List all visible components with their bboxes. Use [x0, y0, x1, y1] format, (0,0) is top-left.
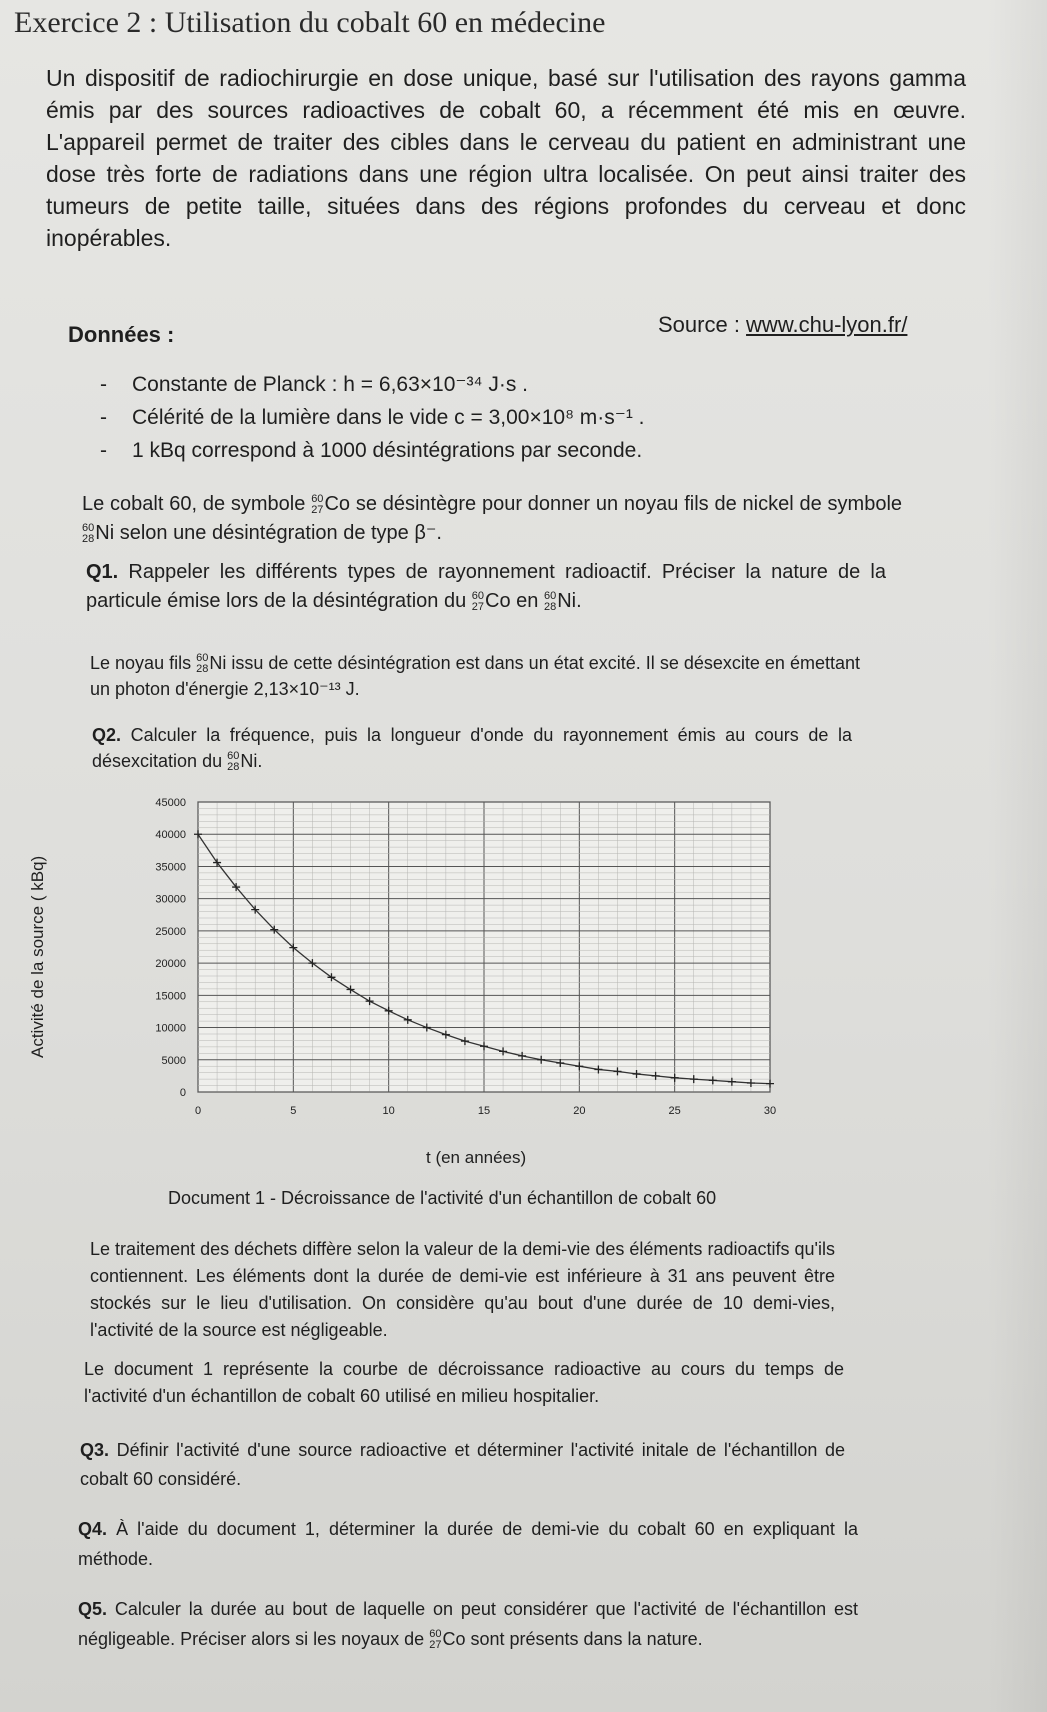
q3-text: Définir l'activité d'une source radioactive et déterminer l'activité initale de l'échantillon de cobalt 60 considéré. — [80, 1440, 845, 1489]
fils-text-b: Ni issu de cette désintégration est dans un état excité. Il se désexcite en émettant un photon d'énergie 2,13×10⁻¹³ J. — [90, 653, 860, 699]
fils-paragraph — [90, 650, 860, 702]
q4-text: À l'aide du document 1, déterminer la durée de demi-vie du cobalt 60 en expliquant la méthode. — [78, 1519, 858, 1569]
q2-label: Q2. — [92, 725, 122, 745]
q1 — [86, 558, 886, 616]
data-list — [100, 368, 645, 467]
x-tick-label: 0 — [194, 1105, 202, 1117]
document1-paragraph: Le document 1 représente la courbe de décroissance radioactive au cours du temps de l'activité d'un échantillon de cobalt 60 utilisé en milieu hospitalier. — [84, 1359, 844, 1406]
q3-label: Q3. — [80, 1440, 110, 1460]
x-tick-label: 15 — [477, 1105, 491, 1117]
source-line — [658, 312, 907, 338]
co60-symbol: 60 27 — [471, 589, 485, 613]
y-tick-label: 45000 — [155, 797, 186, 809]
cobalt-paragraph — [82, 490, 902, 548]
ni60-symbol: 60 28 — [196, 652, 209, 676]
y-tick-label: 40000 — [155, 829, 186, 842]
x-tick-label: 5 — [290, 1105, 297, 1117]
co60-symbol: 60 27 — [429, 1628, 442, 1652]
y-tick-label: 30000 — [155, 893, 186, 906]
x-tick-label: 30 — [763, 1105, 777, 1117]
q5 — [78, 1594, 858, 1654]
co60-symbol: 60 27 — [311, 492, 324, 516]
data-item-celerite: - Célérité de la lumière dans le vide c = 3,00×10⁸ m·s⁻¹ . — [100, 401, 645, 434]
q1-end: Ni. — [557, 590, 582, 612]
traitement-paragraph: Le traitement des déchets diffère selon la valeur de la demi-vie des éléments radioactifs qu'ils contiennent. Les éléments dont la durée de demi-vie est inférieure à 31 ans peuvent être stockés sur le lieu d'utilisation. On considère qu'au bout d'une durée de 10 demi-vies, l'activité de la source est négligeable. — [90, 1239, 835, 1340]
q5-text: Calculer la durée au bout de laquelle on peut considérer que l'activité de l'échantillon est négligeable. Préciser alors si les noyaux de — [78, 1599, 858, 1649]
q1-mid: Co en — [485, 590, 544, 612]
cobalt-text-c: Ni selon une désintégration de type β⁻. — [95, 522, 442, 544]
q1-text: Rappeler les différents types de rayonnement radioactif. Préciser la nature de la particule émise lors de la désintégration du — [86, 561, 886, 612]
y-tick-label: 10000 — [155, 1022, 186, 1035]
y-tick-label: 15000 — [155, 990, 186, 1003]
y-tick-label: 0 — [179, 1087, 186, 1099]
x-tick-label: 25 — [668, 1105, 681, 1117]
y-tick-label: 25000 — [155, 925, 186, 938]
intro-paragraph: Un dispositif de radiochirurgie en dose unique, basé sur l'utilisation des rayons gamma émis par des sources radioactives de cobalt 60, a récemment été mis en œuvre. L'appareil permet de traiter des cibles dans le cerveau du patient en administrant une dose très forte de radiations dans une région ultra localisée. On peut ainsi traiter des tumeurs de petite taille, situées dans des régions profondes du cerveau et donc inopérables. — [46, 65, 966, 251]
q1-label: Q1. — [86, 561, 119, 583]
q2-end: Ni. — [240, 751, 263, 771]
q5-end: Co sont présents dans la nature. — [442, 1629, 703, 1649]
ni60-symbol: 60 28 — [543, 589, 557, 613]
q2 — [92, 722, 852, 774]
q3 — [80, 1436, 845, 1494]
decay-chart — [110, 780, 790, 1130]
ni60-symbol: 60 28 — [82, 521, 95, 545]
x-tick-label: 20 — [573, 1105, 586, 1117]
y-tick-label: 20000 — [155, 958, 186, 971]
ni60-symbol: 60 28 — [227, 750, 240, 774]
exercise-title: Exercice 2 : Utilisation du cobalt 60 en médecine — [14, 6, 606, 39]
q4-label: Q4. — [78, 1519, 108, 1539]
y-tick-label: 35000 — [155, 861, 186, 874]
data-item-planck: - Constante de Planck : h = 6,63×10⁻³⁴ J·s . — [100, 368, 645, 401]
source-label: Source : — [658, 312, 747, 337]
q5-label: Q5. — [78, 1599, 108, 1619]
source-link[interactable]: www.chu-lyon.fr/ — [746, 312, 908, 337]
cobalt-text-b: Co se désintègre pour donner un noyau fils de nickel de symbole — [324, 493, 903, 515]
q4 — [78, 1514, 858, 1574]
chart-y-title: Activité de la source ( kBq) — [28, 855, 47, 1058]
y-tick-label: 5000 — [161, 1054, 186, 1067]
chart-caption: Document 1 - Décroissance de l'activité d'un échantillon de cobalt 60 — [168, 1188, 717, 1208]
fils-text-a: Le noyau fils — [90, 653, 197, 673]
donnees-label: Données : — [68, 322, 175, 347]
chart-x-title: t (en années) — [426, 1148, 527, 1167]
cobalt-text-a: Le cobalt 60, de symbole — [82, 493, 312, 515]
data-item-kbq: - 1 kBq correspond à 1000 désintégrations par seconde. — [100, 434, 645, 467]
q2-text: Calculer la fréquence, puis la longueur d'onde du rayonnement émis au cours de la désexcitation du — [92, 725, 852, 771]
x-tick-label: 10 — [382, 1105, 395, 1117]
